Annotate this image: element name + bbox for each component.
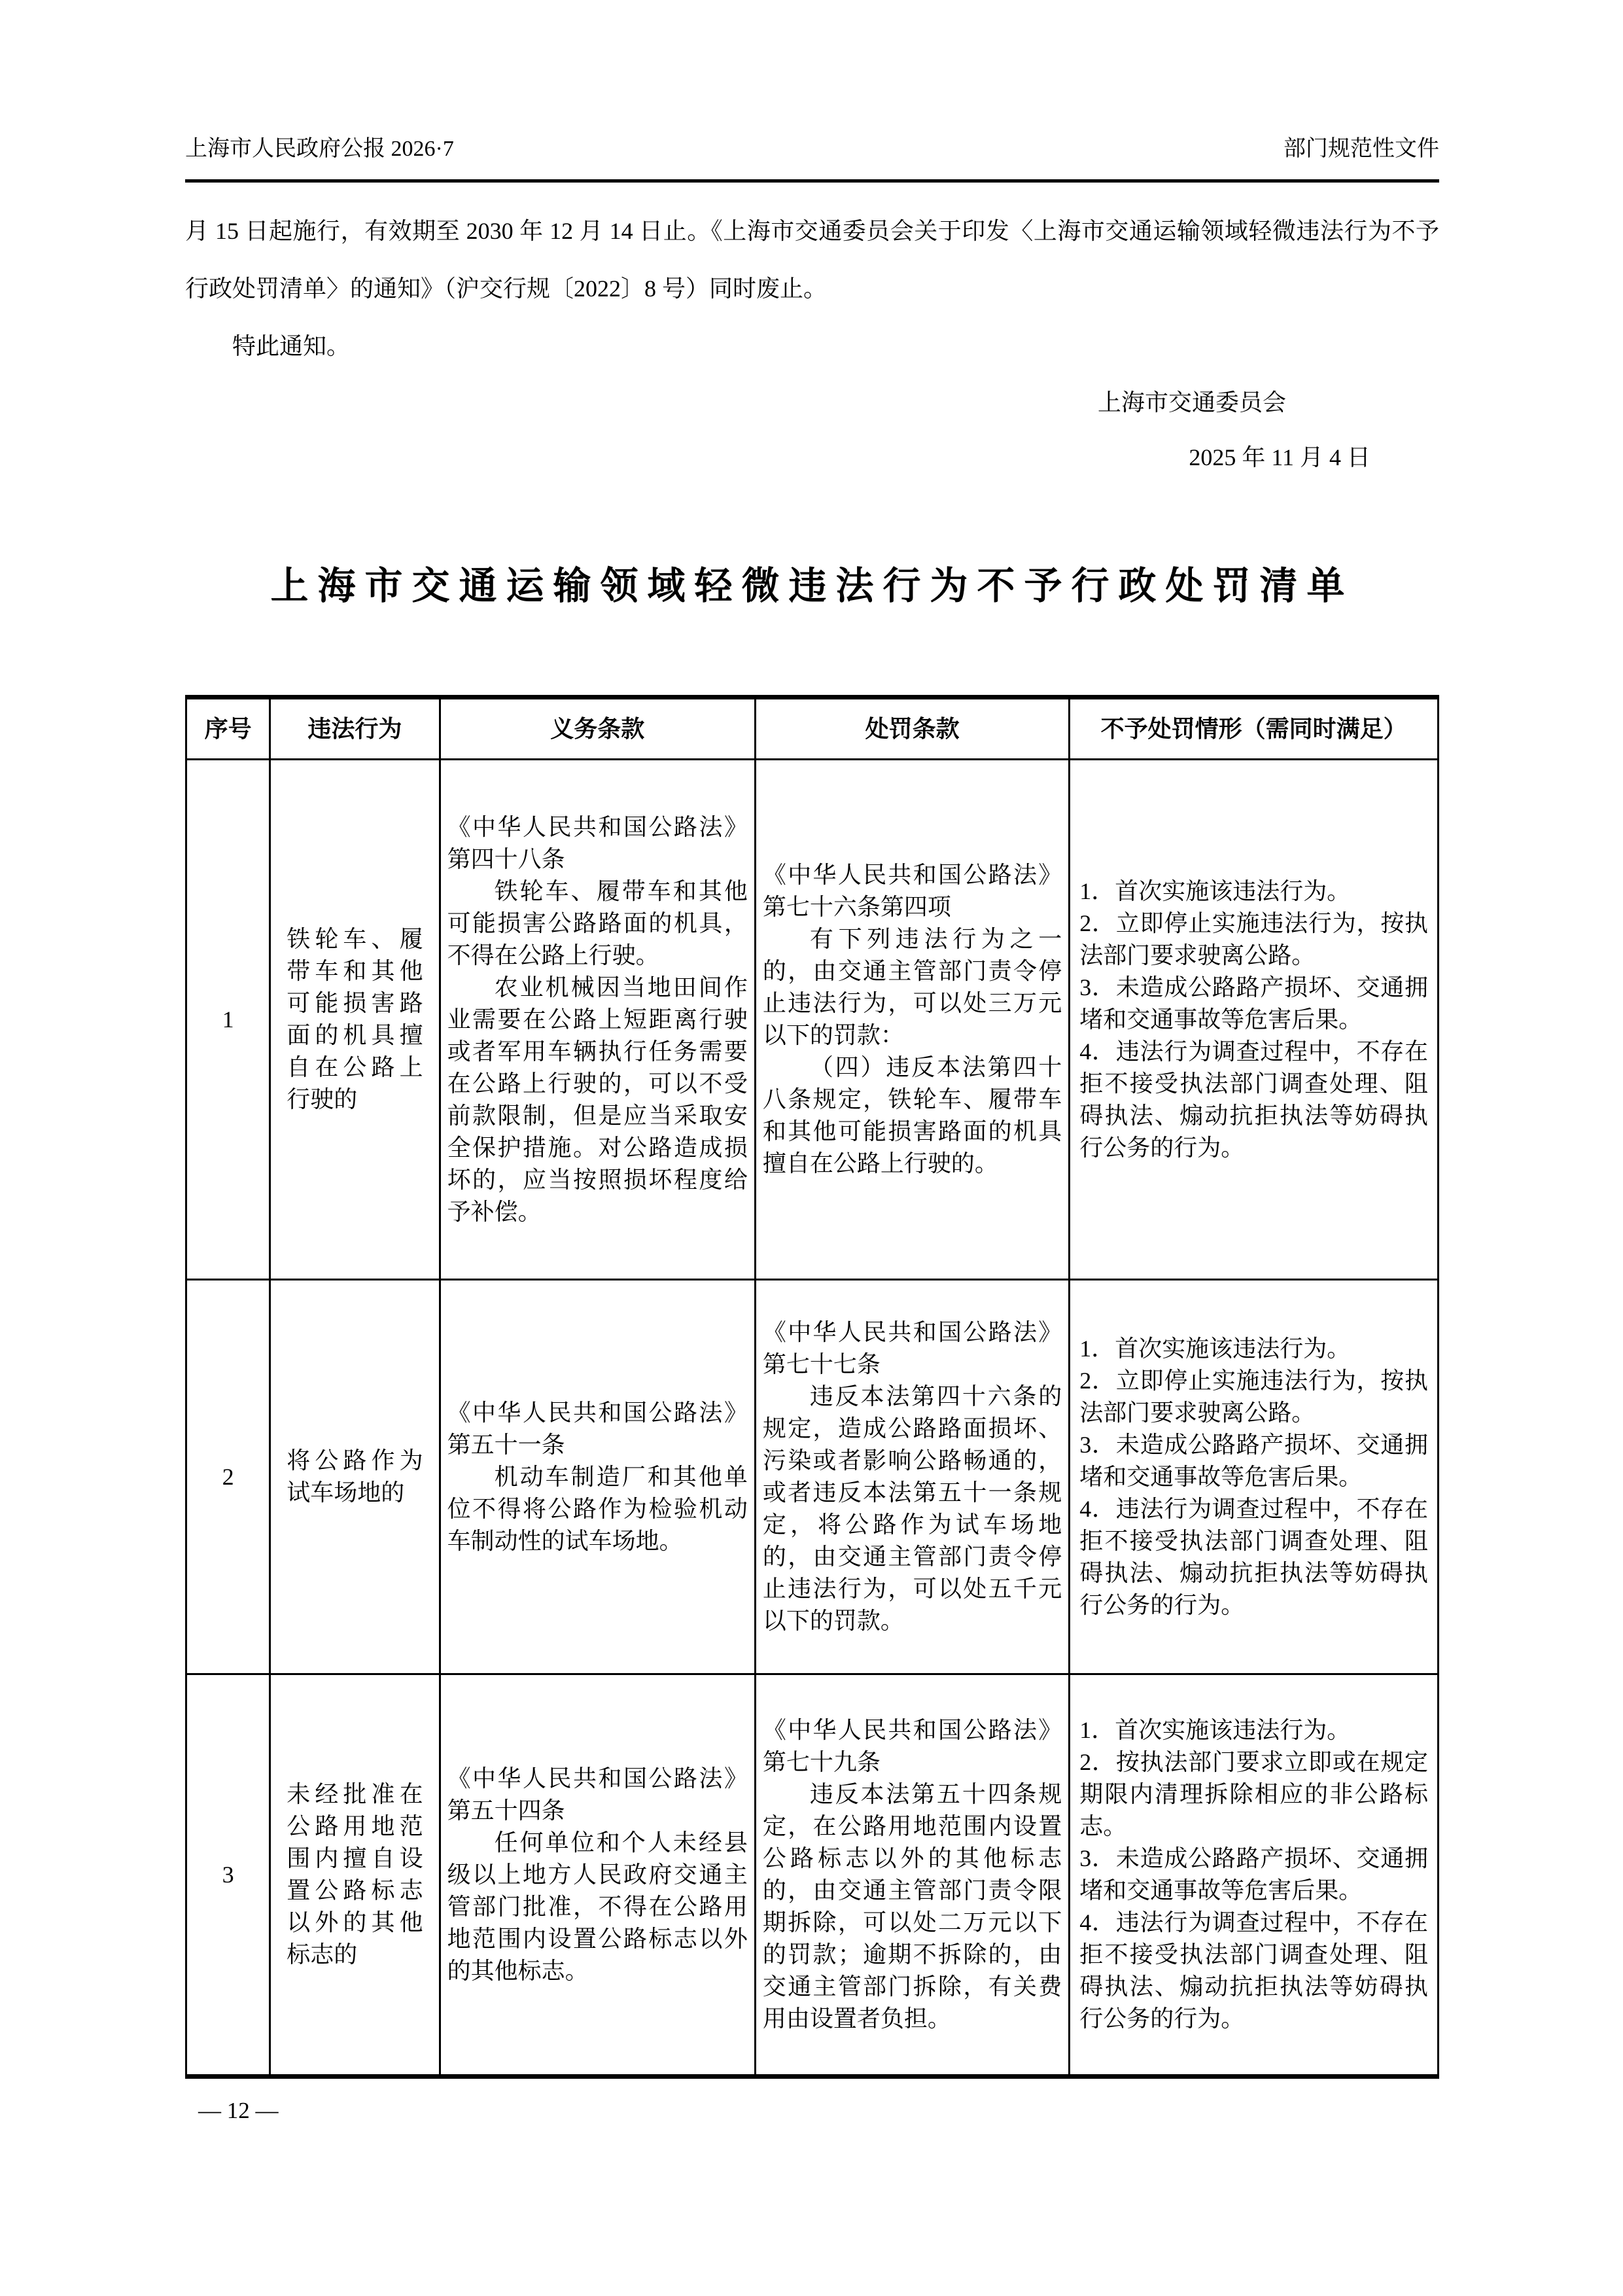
obligation-paragraph: 机动车制造厂和其他单位不得将公路作为检验机动车制动性的试车场地。 xyxy=(447,1463,748,1554)
obligation-paragraph: 农业机械因当地田间作业需要在公路上短距离行驶或者军用车辆执行任务需要在公路上行驶的，可以不受前款限制，但是应当采取安全保护措施。对公路造成损坏的，应当按照损坏程度给予补偿。 xyxy=(447,974,748,1225)
condition-item: 3．未造成公路路产损坏、交通拥堵和交通事故等危害后果。 xyxy=(1079,974,1428,1033)
table-row xyxy=(186,1280,1439,1674)
notice-paragraph-continued: 月 15 日起施行，有效期至 2030 年 12 月 14 日止。《上海市交通委员会关于印发〈上海市交通运输领域轻微违法行为不予行政处罚清单〉的通知》（沪交行规〔2022〕8 号）同时废止。 xyxy=(185,218,1439,302)
penalty-law-title: 《中华人民共和国公路法》第七十七条 xyxy=(762,1319,1062,1377)
condition-item: 3．未造成公路路产损坏、交通拥堵和交通事故等危害后果。 xyxy=(1079,1845,1428,1903)
condition-item: 1．首次实施该违法行为。 xyxy=(1079,1717,1351,1743)
header-exemption-conditions: 不予处罚情形（需同时满足） xyxy=(1070,698,1439,760)
cell-exemption-conditions xyxy=(1070,1280,1439,1674)
signature-block xyxy=(185,375,1439,485)
cell-serial-number: 2 xyxy=(186,1280,270,1674)
cell-illegal-behavior: 未经批准在公路用地范围内擅自设置公路标志以外的其他标志的 xyxy=(270,1674,440,2077)
signature-date: 2025 年 11 月 4 日 xyxy=(1189,444,1370,470)
page-number: — 12 — xyxy=(198,2098,279,2123)
cell-obligation-clause xyxy=(440,1280,755,1674)
condition-item: 1．首次实施该违法行为。 xyxy=(1079,877,1351,904)
condition-item: 2．立即停止实施违法行为，按执法部门要求驶离公路。 xyxy=(1079,1367,1428,1426)
penalty-paragraph: 有下列违法行为之一的，由交通主管部门责令停止违法行为，可以处三万元以下的罚款： xyxy=(762,926,1062,1048)
condition-item: 4．违法行为调查过程中，不存在拒不接受执法部门调查处理、阻碍执法、煽动抗拒执法等妨碍执行公务的行为。 xyxy=(1079,1038,1428,1161)
header-penalty-clause: 处罚条款 xyxy=(755,698,1069,760)
obligation-paragraph: 铁轮车、履带车和其他可能损害公路路面的机具，不得在公路上行驶。 xyxy=(447,877,748,968)
condition-item: 2．按执法部门要求立即或在规定期限内清理拆除相应的非公路标志。 xyxy=(1079,1749,1428,1839)
list-title: 上海市交通运输领域轻微违法行为不予行政处罚清单 xyxy=(270,565,1354,607)
table-row xyxy=(186,1674,1439,2077)
penalty-law-title: 《中华人民共和国公路法》第七十六条第四项 xyxy=(762,862,1062,920)
cell-penalty-clause xyxy=(755,1674,1069,2077)
running-head-left: 上海市人民政府公报 2026·7 xyxy=(185,137,454,161)
table-header-row xyxy=(186,698,1439,760)
running-head-right: 部门规范性文件 xyxy=(1283,137,1439,161)
header-illegal-behavior: 违法行为 xyxy=(270,698,440,760)
penalty-paragraph: （四）违反本法第四十八条规定，铁轮车、履带车和其他可能损害路面的机具擅自在公路上行驶的。 xyxy=(762,1054,1062,1176)
cell-illegal-behavior: 铁轮车、履带车和其他可能损害路面的机具擅自在公路上行驶的 xyxy=(270,760,440,1280)
obligation-law-title: 《中华人民共和国公路法》第五十四条 xyxy=(447,1765,748,1824)
obligation-law-title: 《中华人民共和国公路法》第五十一条 xyxy=(447,1399,748,1458)
cell-penalty-clause xyxy=(755,760,1069,1280)
cell-exemption-conditions xyxy=(1070,760,1439,1280)
cell-serial-number: 1 xyxy=(186,760,270,1280)
header-obligation-clause: 义务条款 xyxy=(440,698,755,760)
header-serial-number: 序号 xyxy=(186,698,270,760)
condition-item: 3．未造成公路路产损坏、交通拥堵和交通事故等危害后果。 xyxy=(1079,1431,1428,1490)
condition-item: 4．违法行为调查过程中，不存在拒不接受执法部门调查处理、阻碍执法、煽动抗拒执法等妨碍执行公务的行为。 xyxy=(1079,1495,1428,1618)
condition-item: 4．违法行为调查过程中，不存在拒不接受执法部门调查处理、阻碍执法、煽动抗拒执法等妨碍执行公务的行为。 xyxy=(1079,1909,1428,2032)
cell-serial-number: 3 xyxy=(186,1674,270,2077)
cell-penalty-clause xyxy=(755,1280,1069,1674)
signature-org: 上海市交通委员会 xyxy=(1097,389,1286,415)
cell-illegal-behavior: 将公路作为试车场地的 xyxy=(270,1280,440,1674)
penalty-paragraph: 违反本法第五十四条规定，在公路用地范围内设置公路标志以外的其他标志的，由交通主管部门责令限期拆除，可以处二万元以下的罚款；逾期不拆除的，由交通主管部门拆除，有关费用由设置者负担。 xyxy=(762,1781,1062,2032)
table-row xyxy=(186,760,1439,1280)
notice-body xyxy=(185,202,1439,375)
cell-obligation-clause xyxy=(440,760,755,1280)
condition-item: 2．立即停止实施违法行为，按执法部门要求驶离公路。 xyxy=(1079,910,1428,968)
penalty-law-title: 《中华人民共和国公路法》第七十九条 xyxy=(762,1717,1062,1775)
condition-item: 1．首次实施该违法行为。 xyxy=(1079,1335,1351,1362)
notice-paragraph-closing: 特此通知。 xyxy=(232,333,351,359)
obligation-paragraph: 任何单位和个人未经县级以上地方人民政府交通主管部门批准，不得在公路用地范围内设置公路标志以外的其他标志。 xyxy=(447,1829,748,1984)
cell-obligation-clause xyxy=(440,1674,755,2077)
cell-exemption-conditions xyxy=(1070,1674,1439,2077)
exemption-list-table xyxy=(185,695,1439,2079)
obligation-law-title: 《中华人民共和国公路法》第四十八条 xyxy=(447,813,748,872)
penalty-paragraph: 违反本法第四十六条的规定，造成公路路面损坏、污染或者影响公路畅通的，或者违反本法第五十一条规定，将公路作为试车场地的，由交通主管部门责令停止违法行为，可以处五千元以下的罚款。 xyxy=(762,1383,1062,1634)
running-head xyxy=(185,135,1439,183)
